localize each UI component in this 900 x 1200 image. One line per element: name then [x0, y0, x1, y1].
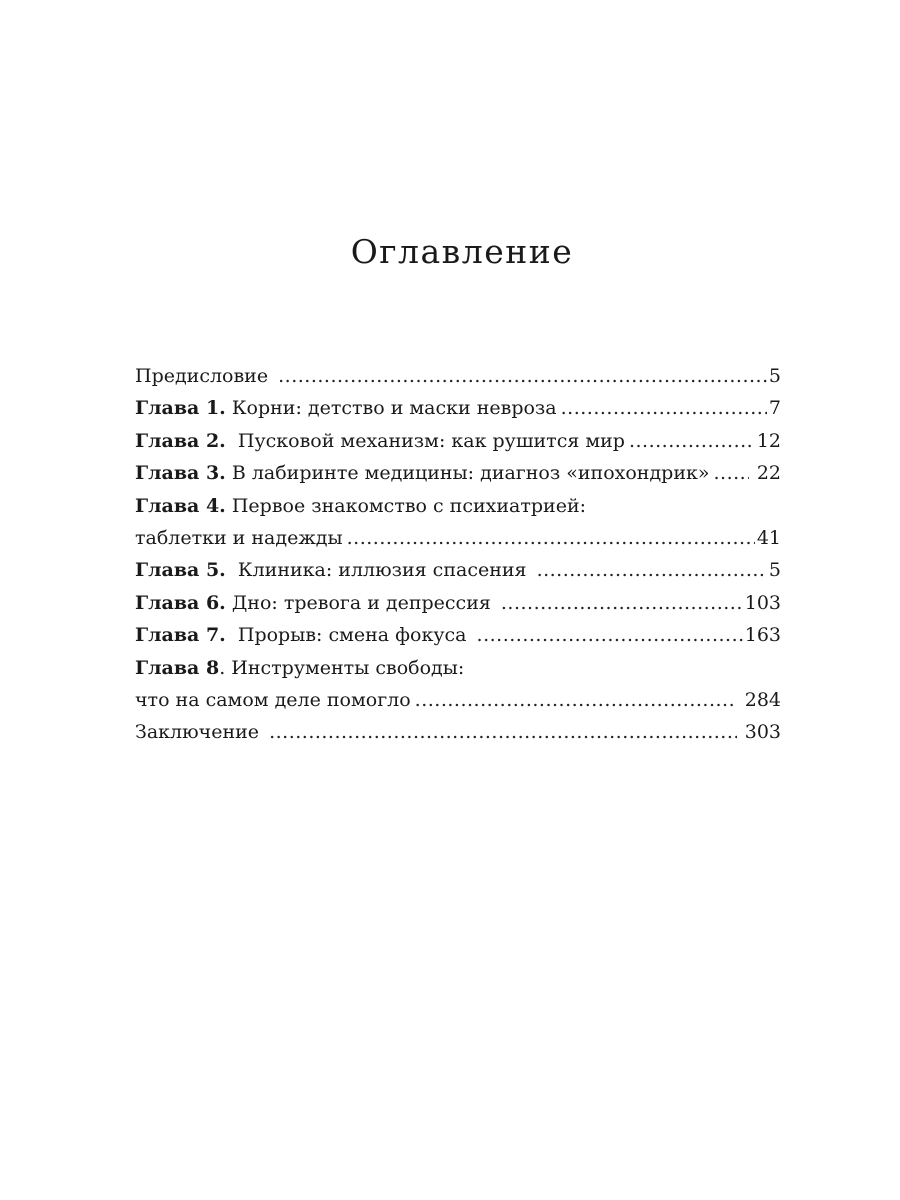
- toc-title: Оглавление: [350, 232, 574, 271]
- toc-entry-page: 303: [738, 721, 781, 744]
- toc-entry-chapter: Глава 3.: [135, 462, 226, 485]
- toc-entry-title: Пусковой механизм: как рушится мир: [225, 429, 625, 452]
- toc-entry-chapter: Глава 4.: [135, 494, 226, 517]
- toc-entry-chapter-4[interactable]: [135, 490, 781, 522]
- toc-entry-chapter-5[interactable]: [135, 554, 781, 586]
- toc-entry-chapter: Глава 6.: [135, 591, 226, 614]
- toc-entry-title: Клиника: иллюзия спасения: [225, 559, 533, 582]
- toc-entry-title: Предисловие: [135, 365, 275, 387]
- toc-entry-conclusion[interactable]: [135, 716, 781, 748]
- toc-entry-title: Первое знакомство с психиатрией:: [225, 494, 587, 517]
- toc-entry-title: . Инструменты свободы:: [219, 656, 465, 679]
- dot-leader: [714, 457, 749, 489]
- dot-leader: [477, 619, 743, 651]
- toc-entry-title: В лабиринте медицины: диагноз «ипохондрик»: [225, 462, 710, 485]
- toc-entry-page: 7: [768, 397, 781, 420]
- toc-entry-preface[interactable]: [135, 360, 781, 392]
- dot-leader: [629, 425, 755, 457]
- toc-entry-page: 22: [750, 462, 781, 485]
- toc-entry-chapter-6[interactable]: [135, 587, 781, 619]
- toc-entry-title: Прорыв: смена фокуса: [225, 624, 473, 647]
- toc-entry-chapter-8-continued[interactable]: [135, 684, 781, 716]
- toc-entry-chapter: Глава 5.: [135, 559, 226, 582]
- toc-entry-page: 284: [738, 688, 781, 711]
- dot-leader: [278, 360, 767, 392]
- toc-entry-chapter: Глава 2.: [135, 429, 226, 452]
- toc-entry-chapter-2[interactable]: [135, 425, 781, 457]
- toc-entry-title: Корни: детство и маски невроза: [225, 397, 557, 420]
- toc-entry-chapter: Глава 8: [135, 656, 220, 679]
- dot-leader: [561, 392, 767, 424]
- dot-leader: [537, 554, 767, 586]
- toc-entry-title: Заключение: [135, 721, 266, 744]
- dot-leader: [269, 716, 737, 748]
- toc-entry-chapter-8[interactable]: [135, 652, 781, 684]
- dot-leader: [415, 684, 737, 716]
- table-of-contents: [135, 360, 781, 749]
- toc-entry-title: Дно: тревога и депрессия: [225, 591, 497, 614]
- toc-entry-title: таблетки и надежды: [135, 526, 343, 549]
- toc-entry-chapter-4-continued[interactable]: [135, 522, 781, 554]
- toc-entry-chapter-3[interactable]: [135, 457, 781, 489]
- toc-entry-page: 5: [768, 365, 781, 387]
- toc-entry-chapter-1[interactable]: [135, 392, 781, 424]
- toc-entry-page: 163: [744, 624, 781, 647]
- dot-leader: [501, 587, 743, 619]
- toc-entry-page: 5: [768, 559, 781, 582]
- toc-entry-title: что на самом деле помогло: [135, 688, 411, 711]
- toc-entry-page: 12: [756, 429, 781, 452]
- toc-entry-page: 103: [744, 591, 781, 614]
- toc-entry-chapter: Глава 1.: [135, 397, 226, 420]
- toc-entry-chapter: Глава 7.: [135, 624, 226, 647]
- toc-entry-page: 41: [756, 526, 781, 549]
- dot-leader: [347, 522, 755, 554]
- toc-entry-chapter-7[interactable]: [135, 619, 781, 651]
